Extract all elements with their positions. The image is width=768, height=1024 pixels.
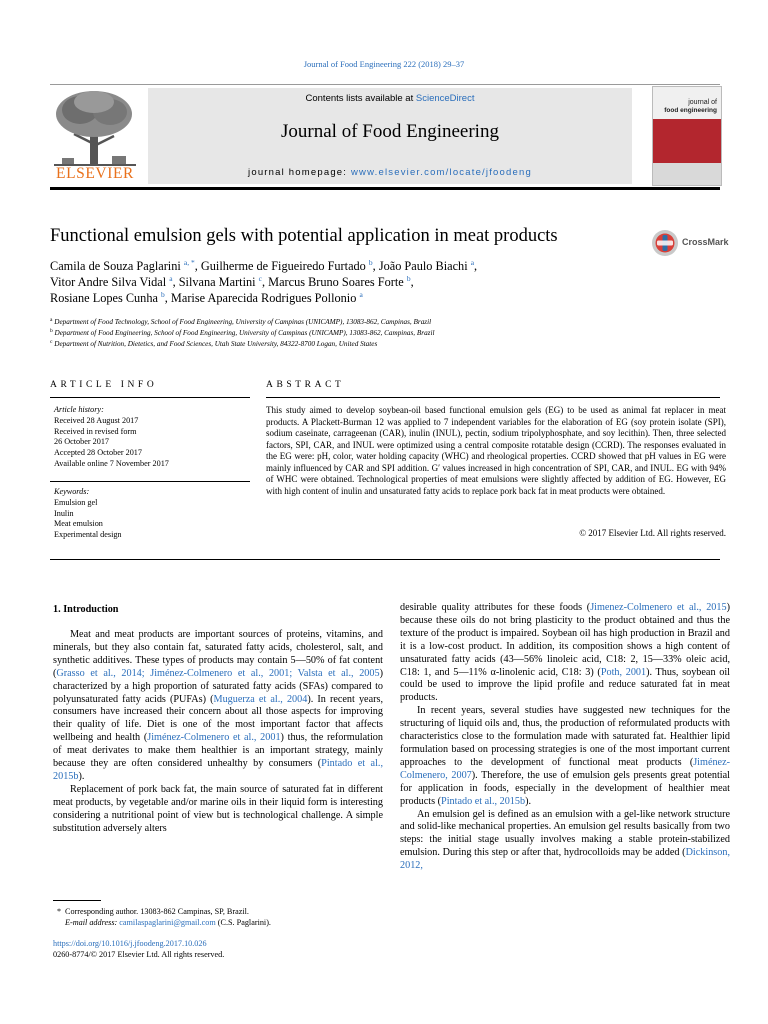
author-separator: ,: [172, 275, 179, 290]
paragraph: [400, 809, 730, 874]
article-history: [54, 405, 254, 470]
body-text: ). Therefore, the use of emulsion gels presents great potential for application in foods, especially in the development of healthier meat products (: [400, 769, 730, 807]
footnote-line: [53, 906, 383, 917]
contents-prefix: Contents lists available at: [305, 93, 416, 104]
article-title: Functional emulsion gels with potential application in meat products: [50, 226, 558, 246]
author-affiliation-marker[interactable]: b: [406, 274, 411, 284]
affiliation: [50, 339, 670, 350]
doi-block: [53, 938, 224, 960]
citation-link[interactable]: Grasso et al., 2014; Jiménez-Colmenero et al., 2001; Valsta et al., 2005: [56, 667, 380, 679]
body-text: ) thus, the reformulation of meat derivates to make them healthier is an important strategy, mainly because they are often considered unhealthy by consumers (: [53, 732, 383, 770]
elsevier-logo: [50, 88, 140, 184]
sciencedirect-link[interactable]: ScienceDirect: [415, 93, 475, 104]
citation-link[interactable]: Dickinson, 2012,: [400, 847, 730, 872]
author-separator: ,: [410, 275, 414, 290]
author-affiliation-marker[interactable]: a: [470, 258, 475, 267]
citation-link[interactable]: Muguerza et al., 2004: [213, 693, 308, 705]
author-name[interactable]: João Paulo Biachi: [378, 259, 468, 273]
affiliation-marker: c: [50, 339, 53, 345]
header-thick-rule: [50, 187, 720, 190]
crossmark-label: CrossMark: [682, 237, 729, 247]
body-text: desirable quality attributes for these foods (: [400, 602, 591, 613]
keyword-item: Meat emulsion: [54, 519, 103, 529]
body-text: Meat and meat products are important sources of proteins, vitamins, and minerals, but they also contain fat, saturated fatty acids, cholesterol, salt, and synthetic additives. These types of products may contain 5—50% of fat content (: [53, 629, 383, 679]
history-label: Article history:: [54, 405, 104, 414]
body-text: ). Thus, soybean oil could be used to improve the lipid profile and reduce saturated fat in meat products.: [400, 666, 730, 704]
footnote-rule: [53, 900, 101, 901]
footnote-marker: *: [56, 907, 62, 916]
introduction-heading: 1. Introduction: [53, 604, 119, 615]
affiliation-marker: b: [50, 328, 53, 334]
header-top-rule: [50, 84, 720, 85]
author-affiliation-marker[interactable]: a, *: [183, 258, 195, 267]
author-separator: ,: [194, 259, 201, 273]
body-column-right: [400, 602, 730, 873]
article-info-heading: ARTICLE INFO: [50, 380, 158, 390]
author-affiliation-marker[interactable]: c: [258, 274, 262, 284]
body-text: ) characterized by a high proportion of saturated fatty acids (SFAs) compared to polyunsaturated fatty acids (PUFAs) (: [53, 667, 383, 705]
homepage-prefix: journal homepage:: [248, 167, 351, 178]
keywords-block: [54, 487, 254, 541]
keywords-label: Keywords:: [54, 487, 90, 496]
author-name[interactable]: Marcus Bruno Soares Forte: [268, 275, 404, 290]
body-text: In recent years, several studies have suggested new techniques for the structuring of liquid oils and, thus, the production of reformulated products with characteristics close to the formulation made with saturated fat. Healthier lipid formulation based on processing strategies is one of the most important current approaches to the development of functional meat products (: [400, 705, 730, 768]
author-separator: ,: [372, 259, 379, 273]
author-name[interactable]: Vitor Andre Silva Vidal: [50, 275, 167, 290]
journal-title: Journal of Food Engineering: [281, 121, 499, 142]
author-affiliation-marker[interactable]: b: [368, 258, 373, 267]
citation-link[interactable]: Jiménez-Colmenero, 2007: [400, 756, 730, 781]
citation-link[interactable]: Jiménez-Colmenero et al., 2001: [147, 732, 281, 744]
history-item: Received in revised form: [54, 426, 137, 436]
body-text: ). In recent years, consumers have increased their concern about all those aspects for improving their quality of life. Diet is one of the most important factor that affects wellbeing and health (: [53, 693, 383, 744]
email-label: E-mail address:: [65, 918, 120, 927]
history-item: 26 October 2017: [54, 437, 110, 447]
history-item: Available online 7 November 2017: [54, 458, 169, 468]
affiliation-list: [50, 317, 670, 350]
author-separator: ,: [261, 275, 269, 290]
keyword-item: Experimental design: [54, 530, 122, 540]
affiliation-text: Department of Food Technology, School of Food Engineering, University of Campinas (UNICAMP), 13083-862, Campinas, Brazil: [52, 318, 432, 326]
body-text: ).: [78, 770, 85, 782]
journal-reference[interactable]: Journal of Food Engineering 222 (2018) 29–37: [303, 59, 465, 69]
abstract-heading: ABSTRACT: [266, 380, 345, 390]
abstract-copyright: © 2017 Elsevier Ltd. All rights reserved.: [579, 528, 726, 538]
abstract-text: This study aimed to develop soybean-oil based functional emulsion gels (EG) to be used as animal fat replacer in meat products. A Plackett-Burman 12 was applied to 7 independent variables for the elaboration of EG (soy protein isolate (SPI), sodium caseinate, carrageenan (CAR), inulin (INUL), pectin, sodium tripolyphosphate, and soy lecithin). Then, three selected factors, SPI, CAR, and INUL were optimized using a central composite rotatable design (CCRD). The responses evaluated in the EG were: pH, color, water holding capacity (WHC) and rheological properties. CCRD showed that pH values in EG were mainly influenced by CAR and SPI addition. G′ values increased in high concentration of SPI, CAR, and INUL. EG with 94% of WHC were obtained. Technological properties of meat emulsions were slightly affected by addition of EG. However, EG with high content of inulin and unsaturated fatty acids to replace pork back fat in meat products were obtained.: [266, 405, 726, 496]
cover-red-band: [653, 119, 721, 163]
body-text: ).: [525, 795, 532, 807]
publisher-name: ELSEVIER: [56, 165, 134, 182]
corresponding-text: Corresponding author. 13083-862 Campinas, SP, Brazil.: [65, 907, 249, 916]
cover-title-line1: journal of: [688, 99, 717, 106]
affiliation-text: Department of Nutrition, Dietetics, and Food Sciences, Utah State University, 84322-8700 Logan, United States: [52, 340, 378, 348]
body-text: An emulsion gel is defined as an emulsion with a gel-like network structure and solid-like mechanical properties. An emulsion gel results basically from two steps: the initial stage usually involves making a stable protein-stabilized emulsion. During this step or after that, hydrocolloids may be added (: [400, 808, 730, 859]
cover-lower-band: [653, 163, 721, 185]
citation-link[interactable]: Pintado et al., 2015b: [53, 758, 383, 782]
citation-link[interactable]: Pintado et al., 2015b: [441, 795, 526, 807]
body-column-left: [53, 629, 383, 836]
article-info-rule: [50, 397, 250, 398]
journal-homepage-line: [148, 167, 632, 178]
abstract-rule: [266, 397, 720, 398]
author-affiliation-marker[interactable]: b: [161, 290, 165, 300]
author-name[interactable]: Rosiane Lopes Cunha: [50, 291, 158, 306]
author-name[interactable]: Marise Aparecida Rodrigues Pollonio: [170, 291, 357, 306]
email-suffix: (C.S. Paglarini).: [215, 918, 271, 927]
affiliation-marker: a: [50, 317, 53, 323]
body-text: ) because these oils do not bring plasticity to the product obtained and thus the texture of the product is impaired. Soybean oil has high production in Brazil and it is a low-cost product. In addition, its composition shows a high content of unsaturated fatty acids (43—56% linoleic acid, C18: 2, 15—33% oleic acid, C18: 1, and 5—11% α-linolenic acid, C18: 3) (: [400, 602, 730, 678]
body-separator-rule: [50, 559, 720, 560]
affiliation: [50, 317, 670, 328]
contents-line: [148, 93, 632, 104]
author-separator: ,: [474, 259, 478, 273]
citation-link[interactable]: Jimenez-Colmenero et al., 2015: [590, 602, 727, 613]
paragraph: [400, 705, 730, 808]
keywords-rule: [50, 481, 250, 482]
email-link[interactable]: camilaspaglarini@gmail.com: [119, 918, 216, 927]
author-list: [50, 258, 630, 307]
issn-line: 0260-8774/© 2017 Elsevier Ltd. All rights reserved.: [53, 950, 225, 959]
corresponding-author-footnote: [53, 906, 383, 928]
doi-link[interactable]: https://doi.org/10.1016/j.jfoodeng.2017.10.026: [53, 939, 207, 948]
homepage-link[interactable]: www.elsevier.com/locate/jfoodeng: [350, 167, 532, 178]
author-affiliation-marker[interactable]: a: [169, 274, 173, 284]
citation-link[interactable]: Poth, 2001: [600, 666, 647, 678]
author-affiliation-marker[interactable]: a: [359, 290, 363, 300]
paragraph: [53, 629, 383, 784]
history-item: Received 28 August 2017: [54, 415, 139, 425]
crossmark-icon: [651, 229, 679, 257]
author-name[interactable]: Camila de Souza Paglarini: [50, 259, 181, 273]
keyword-item: Inulin: [54, 508, 74, 518]
paragraph: [53, 784, 383, 836]
history-item: Accepted 28 October 2017: [54, 448, 142, 458]
email-line: [53, 917, 383, 928]
affiliation: [50, 328, 670, 339]
author-name[interactable]: Silvana Martini: [178, 275, 256, 290]
keyword-item: Emulsion gel: [54, 497, 98, 507]
body-text: Replacement of pork back fat, the main source of saturated fat in different meat products, by vegetable and/or marine oils in their liquid form is interesting considering a nutritional point of view but is technological challenge. A simple substitution adversely alters: [53, 783, 383, 834]
journal-cover-image: [652, 86, 722, 186]
affiliation-text: Department of Food Engineering, School of Food Engineering, University of Campinas (UNICAMP), 13083-862, Campinas, Brazil: [52, 329, 435, 337]
author-separator: ,: [164, 291, 171, 306]
cover-title-line2: food engineering: [664, 107, 717, 114]
paragraph: [400, 602, 730, 705]
author-name[interactable]: Guilherme de Figueiredo Furtado: [200, 259, 366, 273]
